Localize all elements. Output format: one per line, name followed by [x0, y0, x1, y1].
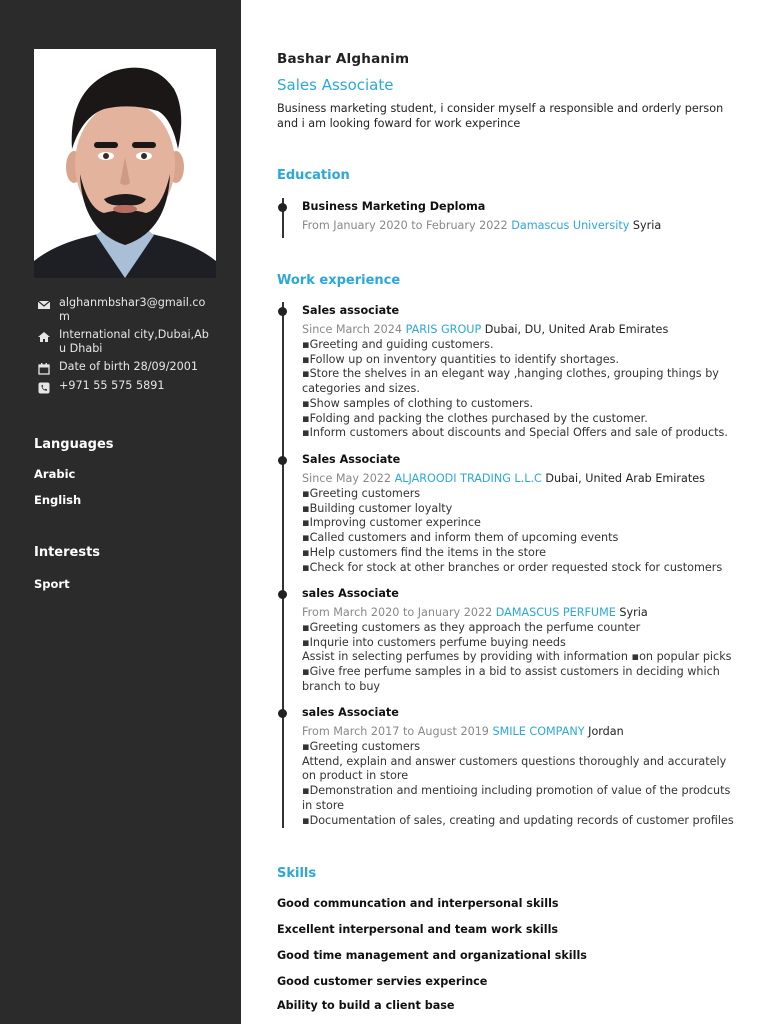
work-title: Sales associate — [302, 304, 400, 317]
bullet-item: ▪Greeting customers — [302, 487, 421, 500]
education-entry — [302, 200, 739, 233]
skill-item: Good communcation and interpersonal skills — [277, 897, 559, 910]
work-bullets — [302, 621, 739, 695]
work-location: Dubai, United Arab Emirates — [545, 472, 705, 485]
skill-item: Ability to build a client base — [277, 999, 455, 1012]
profile-photo — [34, 49, 216, 278]
work-org[interactable]: DAMASCUS PERFUME — [495, 606, 616, 619]
work-title: sales Associate — [302, 706, 399, 719]
contact-phone-text: +971 55 575 5891 — [59, 379, 165, 392]
bullet-item: ▪Greeting and guiding customers. — [302, 338, 494, 351]
profile-summary: Business marketing student, i consider myself a responsible and orderly person and i am looking foward for work experince — [277, 102, 724, 130]
phone-icon — [37, 380, 51, 394]
work-entry — [302, 587, 739, 695]
education-org[interactable]: Damascus University — [511, 219, 630, 232]
work-heading: Work experience — [277, 273, 401, 288]
contact-birthdate-text: Date of birth 28/09/2001 — [59, 360, 198, 373]
work-date: From March 2020 to January 2022 — [302, 606, 493, 619]
bullet-item: ▪Called customers and inform them of upcoming events — [302, 531, 619, 545]
bullet-item: ▪Give free perfume samples in a bid to assist customers in deciding which branch to buy — [302, 665, 720, 693]
bullet-item: ▪Folding and packing the clothes purchased by the customer. — [302, 411, 648, 425]
work-entry — [302, 453, 739, 575]
timeline-dot — [278, 307, 287, 316]
bullet-item: ▪Greeting customers — [302, 740, 421, 753]
work-meta — [302, 606, 739, 620]
contact-email[interactable] — [37, 296, 212, 324]
portrait-image — [34, 49, 216, 278]
contact-birthdate — [37, 360, 212, 375]
contact-list — [37, 296, 212, 398]
work-location: Dubai, DU, United Arab Emirates — [484, 323, 669, 336]
work-org[interactable]: PARIS GROUP — [405, 323, 482, 336]
skill-item: Excellent interpersonal and team work skills — [277, 923, 559, 936]
envelope-icon — [37, 297, 51, 311]
person-name: Bashar Alghanim — [277, 51, 410, 67]
education-heading: Education — [277, 168, 350, 183]
work-org[interactable]: ALJAROODI TRADING L.L.C — [394, 472, 542, 485]
bullet-item: ▪Building customer loyalty — [302, 501, 453, 515]
education-date: From January 2020 to February 2022 — [302, 219, 508, 232]
contact-address — [37, 328, 212, 356]
work-bullets — [302, 740, 739, 828]
language-item: English — [34, 493, 82, 507]
work-meta — [302, 323, 739, 337]
skill-item: Good customer servies experince — [277, 975, 488, 988]
work-date: From March 2017 to August 2019 — [302, 725, 489, 738]
bullet-item: Assist in selecting perfumes by providing with information ▪on popular picks — [302, 650, 732, 664]
bullet-item: ▪Follow up on inventory quantities to identify shortages. — [302, 352, 620, 366]
bullet-item: ▪Inform customers about discounts and Special Offers and sale of products. — [302, 426, 728, 440]
contact-phone[interactable] — [37, 379, 212, 394]
language-item: Arabic — [34, 467, 76, 481]
contact-address-text: International city,Dubai,Abu Dhabi — [59, 328, 209, 355]
work-location: Jordan — [588, 725, 624, 738]
work-meta — [302, 725, 739, 739]
bullet-item: ▪Inqurie into customers perfume buying needs — [302, 635, 566, 649]
skill-item: Good time management and organizational skills — [277, 949, 587, 962]
work-org[interactable]: SMILE COMPANY — [492, 725, 585, 738]
home-icon — [37, 329, 51, 343]
sidebar — [0, 0, 241, 1024]
work-timeline — [282, 302, 284, 828]
job-title: Sales Associate — [277, 76, 394, 94]
work-location: Syria — [619, 606, 648, 619]
work-date: Since May 2022 — [302, 472, 392, 485]
timeline-dot — [278, 709, 287, 718]
languages-heading: Languages — [34, 437, 114, 452]
interest-item: Sport — [34, 577, 70, 591]
work-bullets — [302, 338, 739, 441]
education-location: Syria — [632, 219, 662, 232]
work-meta — [302, 472, 739, 486]
timeline-dot — [278, 456, 287, 465]
bullet-item: ▪Check for stock at other branches or order requested stock for customers — [302, 560, 723, 574]
bullet-item: ▪Improving customer experince — [302, 516, 481, 530]
bullet-item: ▪Demonstration and mentioing including promotion of value of the prodcuts in store — [302, 784, 731, 812]
work-entry — [302, 706, 739, 828]
contact-email-text: alghanmbshar3@gmail.com — [59, 296, 206, 323]
bullet-item: ▪Help customers find the items in the store — [302, 545, 547, 559]
work-title: sales Associate — [302, 587, 399, 600]
interests-heading: Interests — [34, 545, 101, 560]
timeline-dot — [278, 203, 287, 212]
bullet-item: ▪Greeting customers as they approach the perfume counter — [302, 621, 641, 634]
timeline-dot — [278, 590, 287, 599]
work-entry — [302, 304, 739, 441]
bullet-item: ▪Documentation of sales, creating and updating records of customer profiles — [302, 813, 734, 827]
bullet-item: ▪Store the shelves in an elegant way ,hanging clothes, grouping things by categories and sizes. — [302, 367, 719, 396]
work-bullets — [302, 487, 739, 575]
education-title: Business Marketing Deploma — [302, 200, 486, 213]
work-date: Since March 2024 — [302, 323, 403, 336]
work-title: Sales Associate — [302, 453, 401, 466]
education-meta — [302, 219, 739, 233]
bullet-item: ▪Show samples of clothing to customers. — [302, 396, 534, 410]
skills-heading: Skills — [277, 866, 317, 881]
bullet-item: Attend, explain and answer customers questions thoroughly and accurately on product in store — [302, 754, 727, 783]
calendar-icon — [37, 361, 51, 375]
